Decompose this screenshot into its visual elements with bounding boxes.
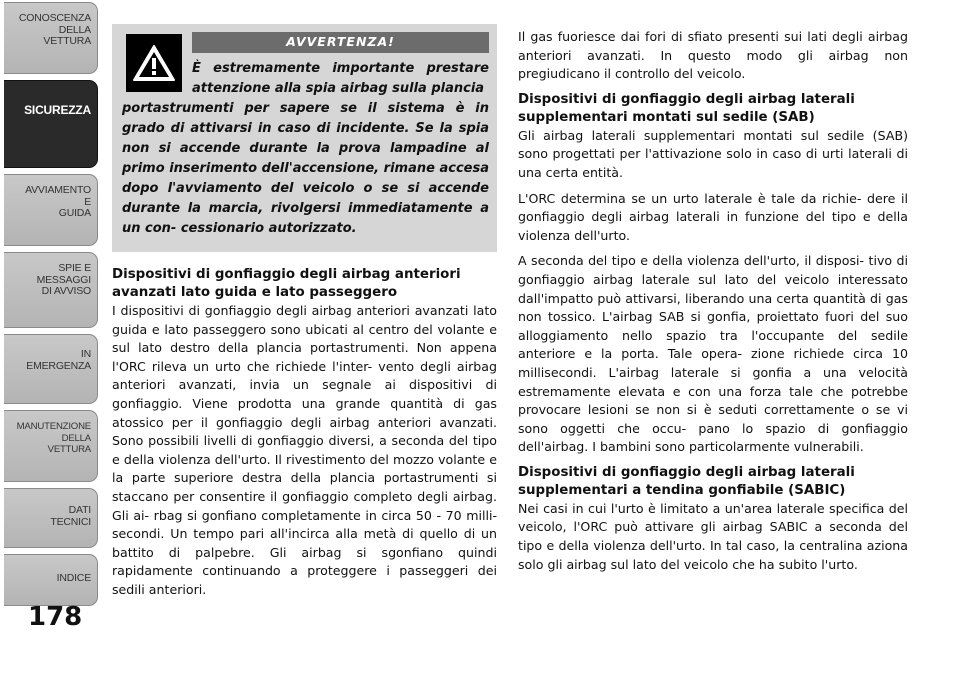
tab-label: INDICE — [56, 572, 91, 584]
right-column — [518, 28, 908, 581]
warning-text-rest: portastrumenti per sapere se il sistema è in grado di attivarsi in caso di incidente. Se la spia non si accende durante la prova lampadine al primo inserimento dell'accensione, rimane accesa dopo l'avviamento del veicolo o se si accende durante la marcia, rivolgersi immediatamente a un con- cessionario autorizzato. — [122, 100, 489, 236]
page-number: 178 — [28, 602, 83, 632]
warning-title: AVVERTENZA! — [192, 32, 489, 53]
tab-label: SPIE E MESSAGGI DI AVVISO — [36, 262, 91, 297]
tab-spie-e-messaggi[interactable] — [4, 252, 98, 328]
section-heading-front-airbags: Dispositivi di gonfiaggio degli airbag anteriori avanzati lato guida e lato passeggero — [112, 267, 461, 300]
tab-label: CONOSCENZA DELLA VETTURA — [18, 12, 91, 47]
tab-label: AVVIAMENTO E GUIDA — [25, 184, 91, 219]
tab-dati-tecnici[interactable] — [4, 488, 98, 548]
left-column — [112, 24, 497, 607]
section-heading-sabic: Dispositivi di gonfiaggio degli airbag laterali supplementari a tendina gonfiabile (SABIC) — [518, 464, 855, 498]
chapter-tabs — [0, 0, 104, 678]
tab-manutenzione-della-vettura[interactable] — [4, 410, 98, 482]
tab-avviamento-e-guida[interactable] — [4, 174, 98, 246]
warning-triangle-icon — [126, 34, 182, 92]
warning-text-first: È estremamente importante prestare attenzione alla spia airbag sulla plancia — [192, 60, 489, 96]
paragraph-vent-holes: Il gas fuoriesce dai fori di sfiato presenti sui lati degli airbag anteriori avanzati. In questo modo gli airbag non pregiudicano il controllo del veicolo. — [518, 29, 908, 82]
tab-label: DATI TECNICI — [50, 504, 91, 528]
section-heading-sab: Dispositivi di gonfiaggio degli airbag laterali supplementari montati sul sedile (SAB) — [518, 91, 855, 125]
paragraph-sab-inflation: A seconda del tipo e della violenza dell'urto, il disposi- tivo di gonfiaggio airbag laterale sul lato del veicolo interessato dall'impatto può attivarsi, liberando una certa quantità di gas non tossico. L'airbag SAB si gonfia, proiettato fuori del suo alloggiamento nello spazio tra l'occupante del sedile anteriore e la porta. Tale opera- zione richiede circa 10 millisecondi. L'airbag laterale si gonfia a una velocità estremamente elevata e con una forza tale che potrebbe provocare lesioni se non si è seduti correttamente o se vi sono oggetti che occu- pano lo spazio di gonfiaggio dell'airbag. I bambini sono particolarmente vulnerabili. — [518, 253, 908, 455]
paragraph-front-airbags: I dispositivi di gonfiaggio degli airbag anteriori avanzati lato guida e lato passeggero sono ubicati al centro del volante e sul lato destro della plancia portastrumenti. Non appena l'ORC rileva un urto che richiede l'inter- vento degli airbag anteriori avanzati, invia un segnale ai dispositivi di gonfiaggio. Viene prodotta una grande quantità di gas atossico per il gonfiaggio degli airbag anteriori avanzati. Sono possibili livelli di gonfiaggio diversi, a seconda del tipo e della violenza dell'urto. Il rivestimento del mozzo volante e la parte superiore destra della plancia portastrumenti si staccano per consentire il gonfiaggio completo degli airbag. Gli ai- rbag si gonfiano completamente in circa 50 - 70 milli- secondi. Un tempo pari all'incirca alla metà di quello di un battito di palpebre. Gli airbag si sgonfiano quindi rapidamente continuando a proteggere i passeggeri dei sedili anteriori. — [112, 303, 497, 597]
paragraph-orc-side: L'ORC determina se un urto laterale è tale da richie- dere il gonfiaggio degli airbag laterali in funzione del tipo e della violenza dell'urto. — [518, 190, 908, 243]
paragraph-sabic: Nei casi in cui l'urto è limitato a un'area laterale specifica del veicolo, l'ORC può attivare gli airbag SABIC a seconda del tipo e della violenza dell'urto. In tal caso, la centralina aziona solo gli airbag sul lato del veicolo che ha subito l'urto. — [518, 500, 908, 572]
tab-indice[interactable] — [4, 554, 98, 606]
tab-label: MANUTENZIONE DELLA VETTURA — [16, 421, 91, 455]
paragraph-sab-intro: Gli airbag laterali supplementari montati sul sedile (SAB) sono progettati per l'attivazione solo in caso di urti laterali di una certa entità. — [518, 127, 908, 180]
tab-sicurezza[interactable] — [4, 80, 98, 168]
warning-box — [112, 24, 497, 252]
tab-label: SICUREZZA — [24, 103, 91, 117]
tab-conoscenza-della-vettura[interactable] — [4, 2, 98, 74]
tab-label: IN EMERGENZA — [26, 348, 91, 372]
tab-in-emergenza[interactable] — [4, 334, 98, 404]
